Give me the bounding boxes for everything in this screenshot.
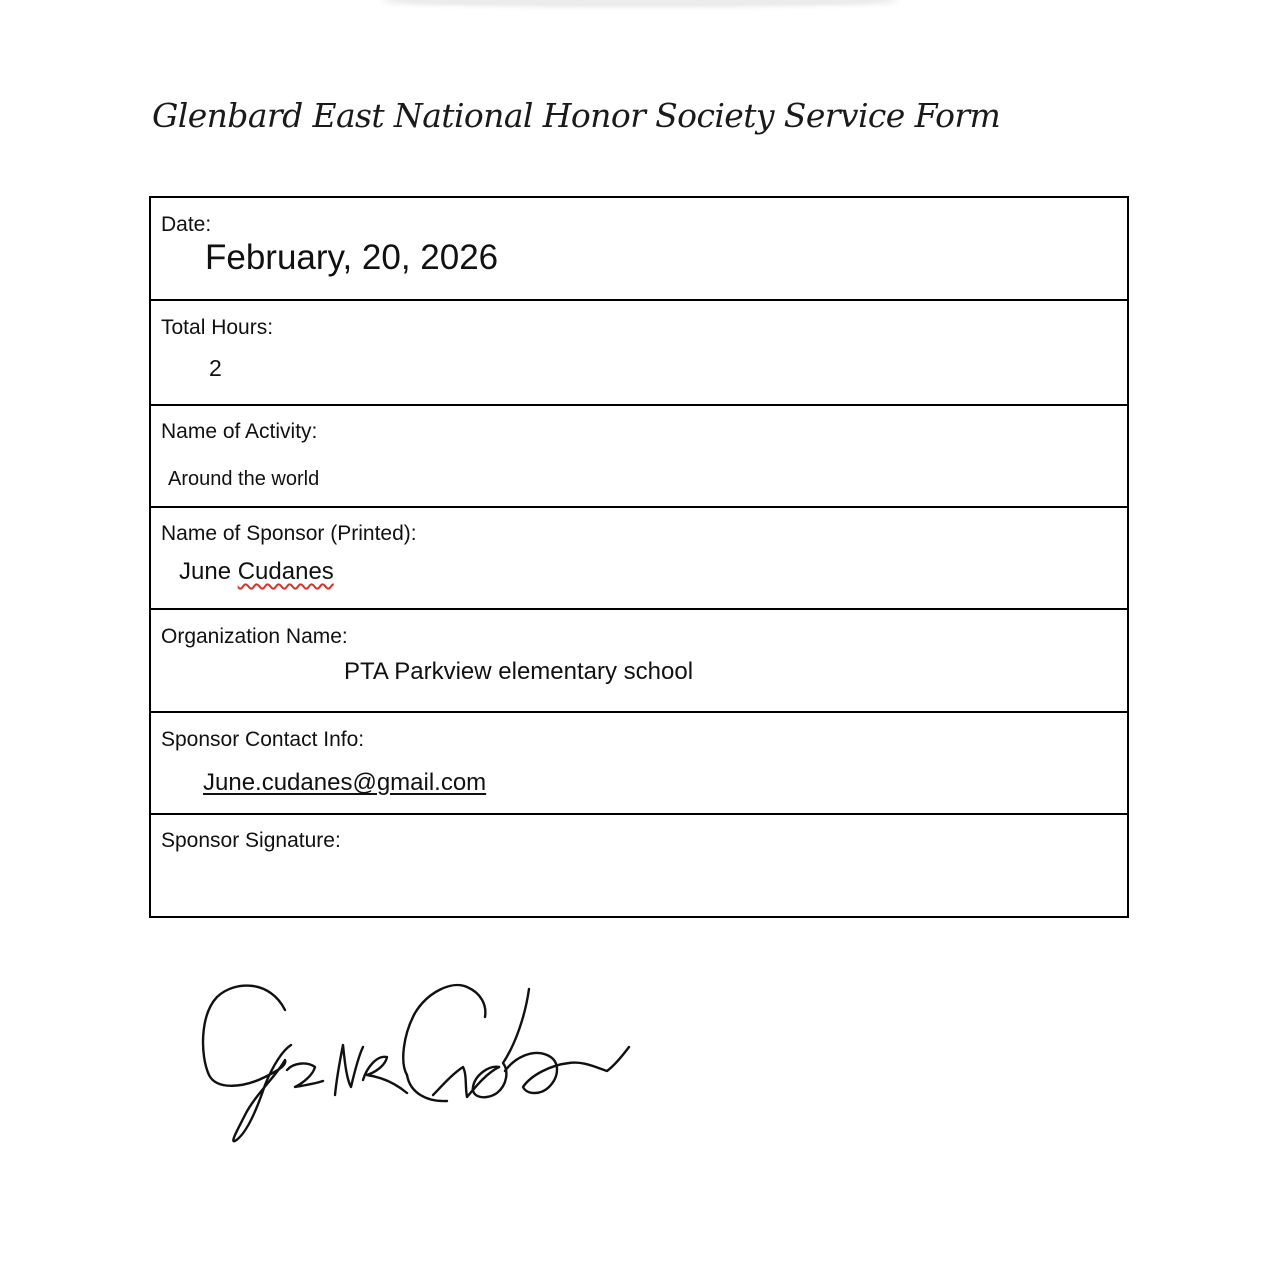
sponsor-first-name: June — [179, 558, 232, 585]
organization-label: Organization Name: — [161, 625, 348, 648]
service-form-table — [149, 196, 1129, 918]
sponsor-name-label: Name of Sponsor (Printed): — [161, 522, 417, 545]
sponsor-name-value[interactable] — [179, 558, 334, 586]
organization-value[interactable]: PTA Parkview elementary school — [344, 658, 694, 685]
signature-row — [151, 815, 1127, 916]
total-hours-label: Total Hours: — [161, 316, 274, 339]
date-row — [151, 198, 1127, 301]
contact-row — [151, 713, 1127, 815]
contact-email-link[interactable]: June.cudanes@gmail.com — [203, 769, 487, 796]
sponsor-name-row — [151, 508, 1127, 610]
activity-value[interactable]: Around the world — [168, 468, 320, 490]
organization-row — [151, 610, 1127, 713]
date-label: Date: — [161, 213, 212, 236]
activity-row — [151, 406, 1127, 508]
sponsor-last-name: Cudanes — [237, 558, 334, 585]
page-edge-shadow — [380, 0, 900, 4]
signature-label: Sponsor Signature: — [161, 829, 341, 852]
handwritten-signature — [195, 975, 635, 1150]
activity-label: Name of Activity: — [161, 420, 318, 443]
total-hours-value[interactable]: 2 — [209, 355, 222, 381]
date-value[interactable]: February, 20, 2026 — [205, 238, 499, 277]
total-hours-row — [151, 301, 1127, 406]
form-title: Glenbard East National Honor Society Service Form — [152, 96, 1001, 135]
contact-label: Sponsor Contact Info: — [161, 728, 365, 751]
